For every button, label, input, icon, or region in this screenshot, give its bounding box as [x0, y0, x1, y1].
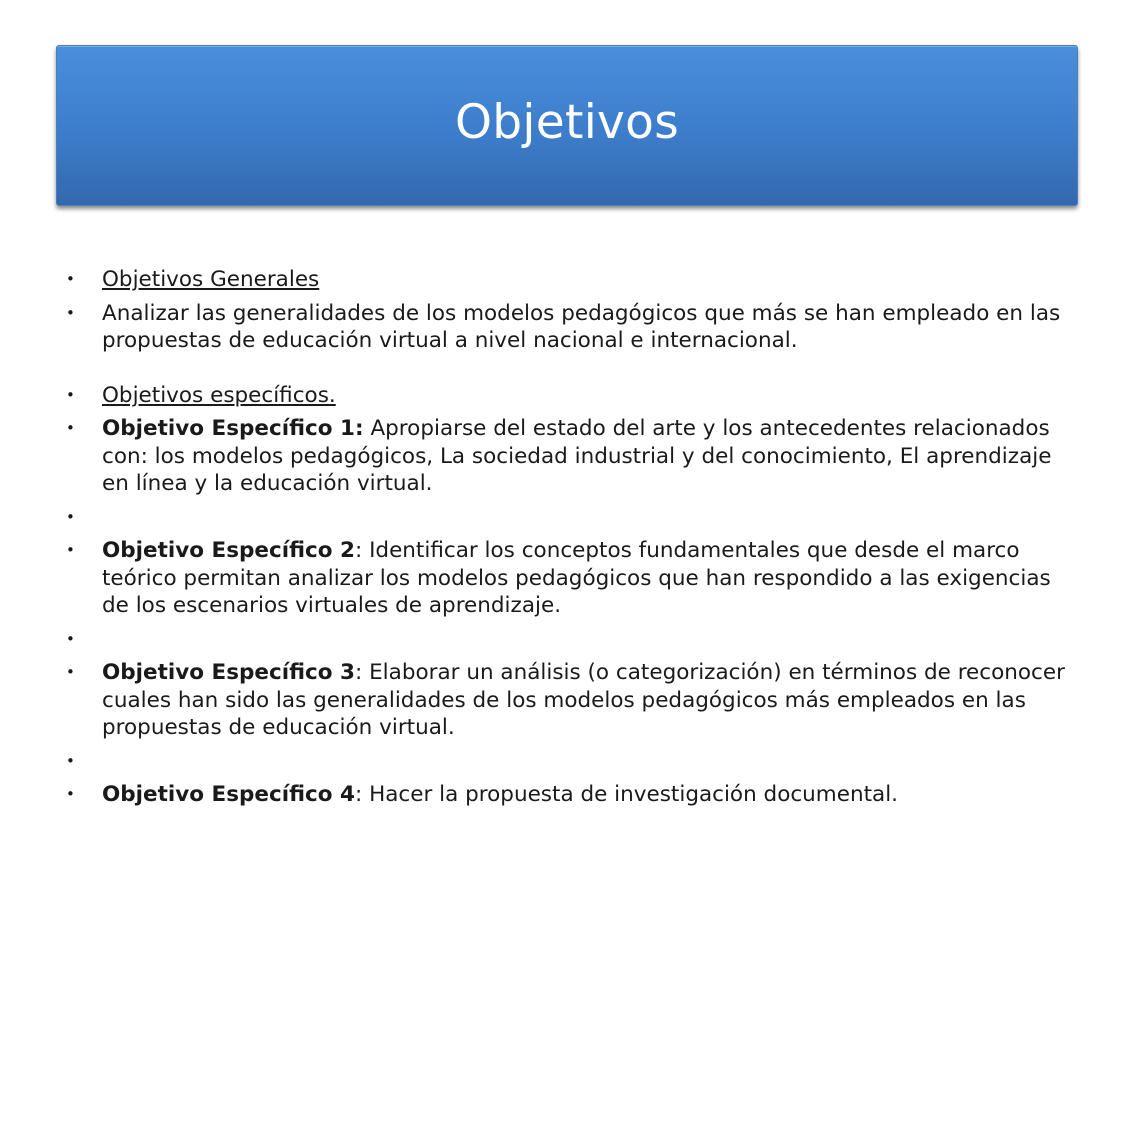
list-item-general-text	[60, 300, 1070, 355]
general-objective-text: Analizar las generalidades de los modelos pedagógicos que más se han empleado en las propuestas de educación virtual a nivel nacional e internacional.	[102, 300, 1061, 353]
list-item-specific-heading	[60, 382, 1070, 410]
list-item-empty	[60, 504, 1070, 532]
bullet-icon: •	[66, 419, 75, 437]
bullet-icon: •	[66, 629, 75, 648]
objective-3-text: : Elaborar un análisis (o categorización) en términos de reconocer cuales han sido las generalidades de los modelos pedagógicos más empleados en las propuestas de educación virtual.	[102, 660, 1065, 740]
list-item-objective-2	[60, 537, 1070, 620]
objective-2-text: : Identificar los conceptos fundamentales que desde el marco teórico permitan analizar los modelos pedagógicos que han respondido a las exigencias de los escenarios virtuales de aprendizaje.	[102, 538, 1051, 618]
bullet-icon: •	[66, 751, 75, 770]
list-item-objective-3	[60, 659, 1070, 742]
objective-3-label: Objetivo Específico 3	[102, 660, 356, 685]
bullet-icon: •	[66, 507, 75, 526]
objective-4-text: : Hacer la propuesta de investigación documental.	[355, 782, 899, 807]
objective-1-text: Apropiarse del estado del arte y los antecedentes relacionados con: los modelos pedagógicos, La sociedad industrial y del conocimiento, El aprendizaje en línea y la educación virtual.	[102, 416, 1052, 496]
bullet-icon: •	[66, 303, 75, 322]
title-banner	[56, 45, 1078, 206]
objective-2-label: Objetivo Específico 2	[102, 538, 356, 563]
general-objectives-heading: Objetivos Generales	[102, 267, 320, 292]
bullet-icon: •	[66, 541, 75, 559]
objective-4-label: Objetivo Específico 4	[102, 782, 356, 807]
list-item-objective-1	[60, 415, 1070, 498]
list-item-empty	[60, 748, 1070, 776]
list-item-objective-4	[60, 781, 1070, 809]
slide-title: Objetivos	[454, 95, 680, 150]
objective-1-label: Objetivo Específico 1:	[102, 416, 364, 441]
bullet-icon: •	[66, 270, 75, 288]
list-item-general-heading	[60, 266, 1070, 294]
bullet-list	[60, 266, 1070, 809]
bullet-icon: •	[66, 663, 75, 681]
list-item-empty	[60, 626, 1070, 654]
bullet-icon: •	[66, 785, 75, 803]
bullet-icon: •	[66, 385, 75, 404]
specific-objectives-heading: Objetivos específicos.	[102, 382, 336, 408]
